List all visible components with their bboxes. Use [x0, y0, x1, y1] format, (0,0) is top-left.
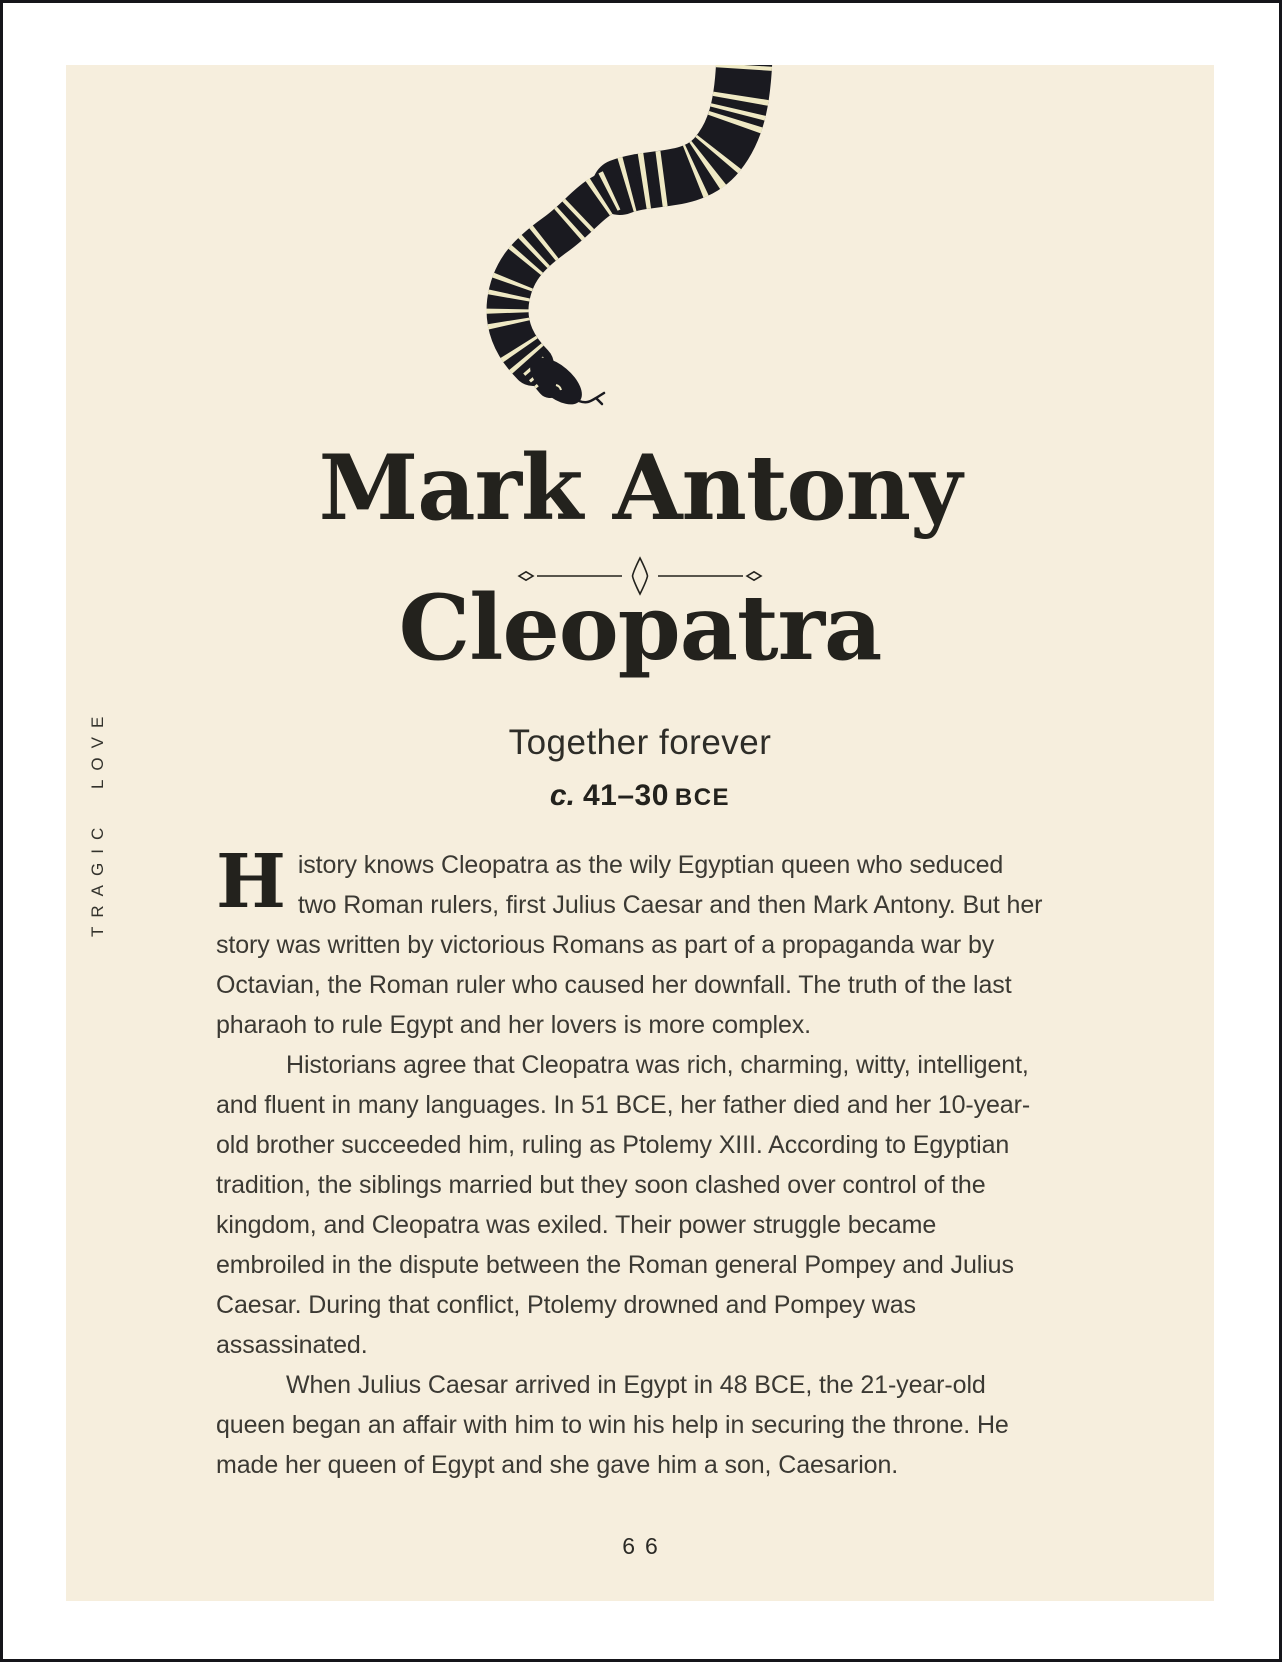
body-text	[216, 839, 1048, 1485]
era-years: 41–30	[582, 779, 669, 812]
chapter-title-line1: Mark Antony	[318, 435, 962, 541]
body-paragraph-3: When Julius Caesar arrived in Egypt in 48 BCE, the 21-year-old queen began an affair with him to win his help in securing the throne. He made her queen of Egypt and she gave him a son, Caesarion.	[216, 1371, 1009, 1479]
body-paragraph-1-text: istory knows Cleopatra as the wily Egyptian queen who seduced two Roman rulers, first Julius Caesar and then Mark Antony. But her story was written by victorious Romans as part of a propaganda war by Octavian, the Roman ruler who caused her downfall. The truth of the last pharaoh to rule Egypt and her lovers is more complex.	[216, 851, 1043, 1039]
book-page	[66, 65, 1214, 1601]
era-epoch: BCE	[674, 784, 731, 811]
chapter-era	[66, 779, 1214, 813]
body-paragraph-2: Historians agree that Cleopatra was rich, charming, witty, intelligent, and fluent in many languages. In 51 BCE, her father died and her 10-year-old brother succeeded him, ruling as Ptolemy XIII. According to Egyptian tradition, the siblings married but they soon clashed over control of the kingdom, and Cleopatra was exiled. Their power struggle became embroiled in the dispute between the Roman general Pompey and Julius Caesar. During that conflict, Ptolemy drowned and Pompey was assassinated.	[216, 1051, 1031, 1359]
sidebar-category-label: TRAGIC LOVE	[88, 707, 107, 937]
chapter-subtitle: Together forever	[508, 723, 772, 762]
snake-tongue	[579, 393, 604, 404]
chapter-title-line2: Cleopatra	[398, 575, 882, 681]
snake-illustration	[443, 65, 793, 427]
body-paragraph-1	[216, 839, 1048, 1045]
era-circa: c.	[549, 779, 575, 812]
page-number: 66	[622, 1533, 668, 1559]
drop-cap: H	[216, 839, 286, 925]
